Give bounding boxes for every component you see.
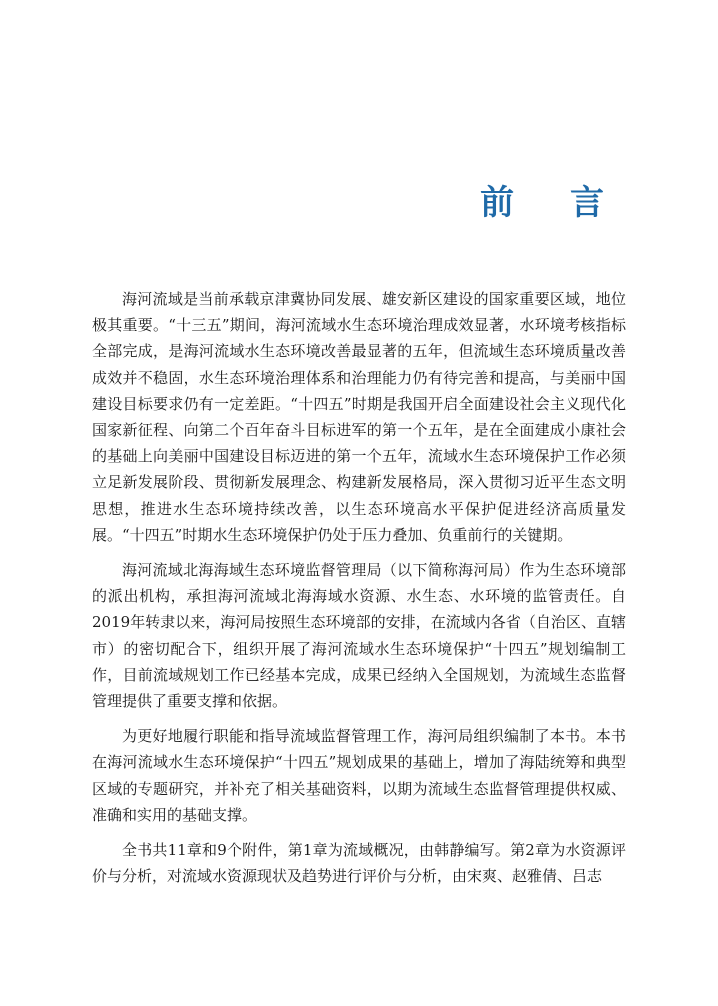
paragraph-3: 为更好地履行职能和指导流域监督管理工作，海河局组织编制了本书。本书在海河流域水生态环境保护“十四五”规划成果的基础上，增加了海陆统筹和典型区域的专题研究，并补充了相关基础资料，以期为流域生态监督管理提供权威、准确和实用的基础支撑。 (92, 727, 626, 824)
preface-body (92, 286, 626, 898)
paragraph-4: 全书共11章和9个附件，第1章为流域概况，由韩静编写。第2章为水资源评价与分析，对流域水资源现状及趋势进行评价与分析，由宋爽、赵雅倩、吕志 (92, 841, 626, 886)
paragraph-1: 海河流域是当前承载京津冀协同发展、雄安新区建设的国家重要区域，地位极其重要。“十三五”期间，海河流域水生态环境治理成效显著，水环境考核指标全部完成，是海河流域水生态环境改善最显著的五年，但流域生态环境质量改善成效并不稳固，水生态环境治理体系和治理能力仍有待完善和提高，与美丽中国建设目标要求仍有一定差距。“十四五”时期是我国开启全面建设社会主义现代化国家新征程、向第二个百年奋斗目标进军的第一个五年，是在全面建成小康社会的基础上向美丽中国建设目标迈进的第一个五年，流域水生态环境保护工作必须立足新发展阶段、贯彻新发展理念、构建新发展格局，深入贯彻习近平生态文明思想，推进水生态环境持续改善，以生态环境高水平保护促进经济高质量发展。“十四五”时期水生态环境保护仍处于压力叠加、负重前行的关键期。 (92, 290, 626, 544)
page-title: 前 言 (480, 183, 626, 223)
paragraph-2: 海河流域北海海域生态环境监督管理局（以下简称海河局）作为生态环境部的派出机构，承担海河流域北海海域水资源、水生态、水环境的监管责任。自2019年转隶以来，海河局按照生态环境部的安排，在流域内各省（自治区、直辖市）的密切配合下，组织开展了海河流域水生态环境保护“十四五”规划编制工作，目前流域规划工作已经基本完成，成果已经纳入全国规划，为流域生态监督管理提供了重要支撑和依据。 (92, 561, 626, 711)
